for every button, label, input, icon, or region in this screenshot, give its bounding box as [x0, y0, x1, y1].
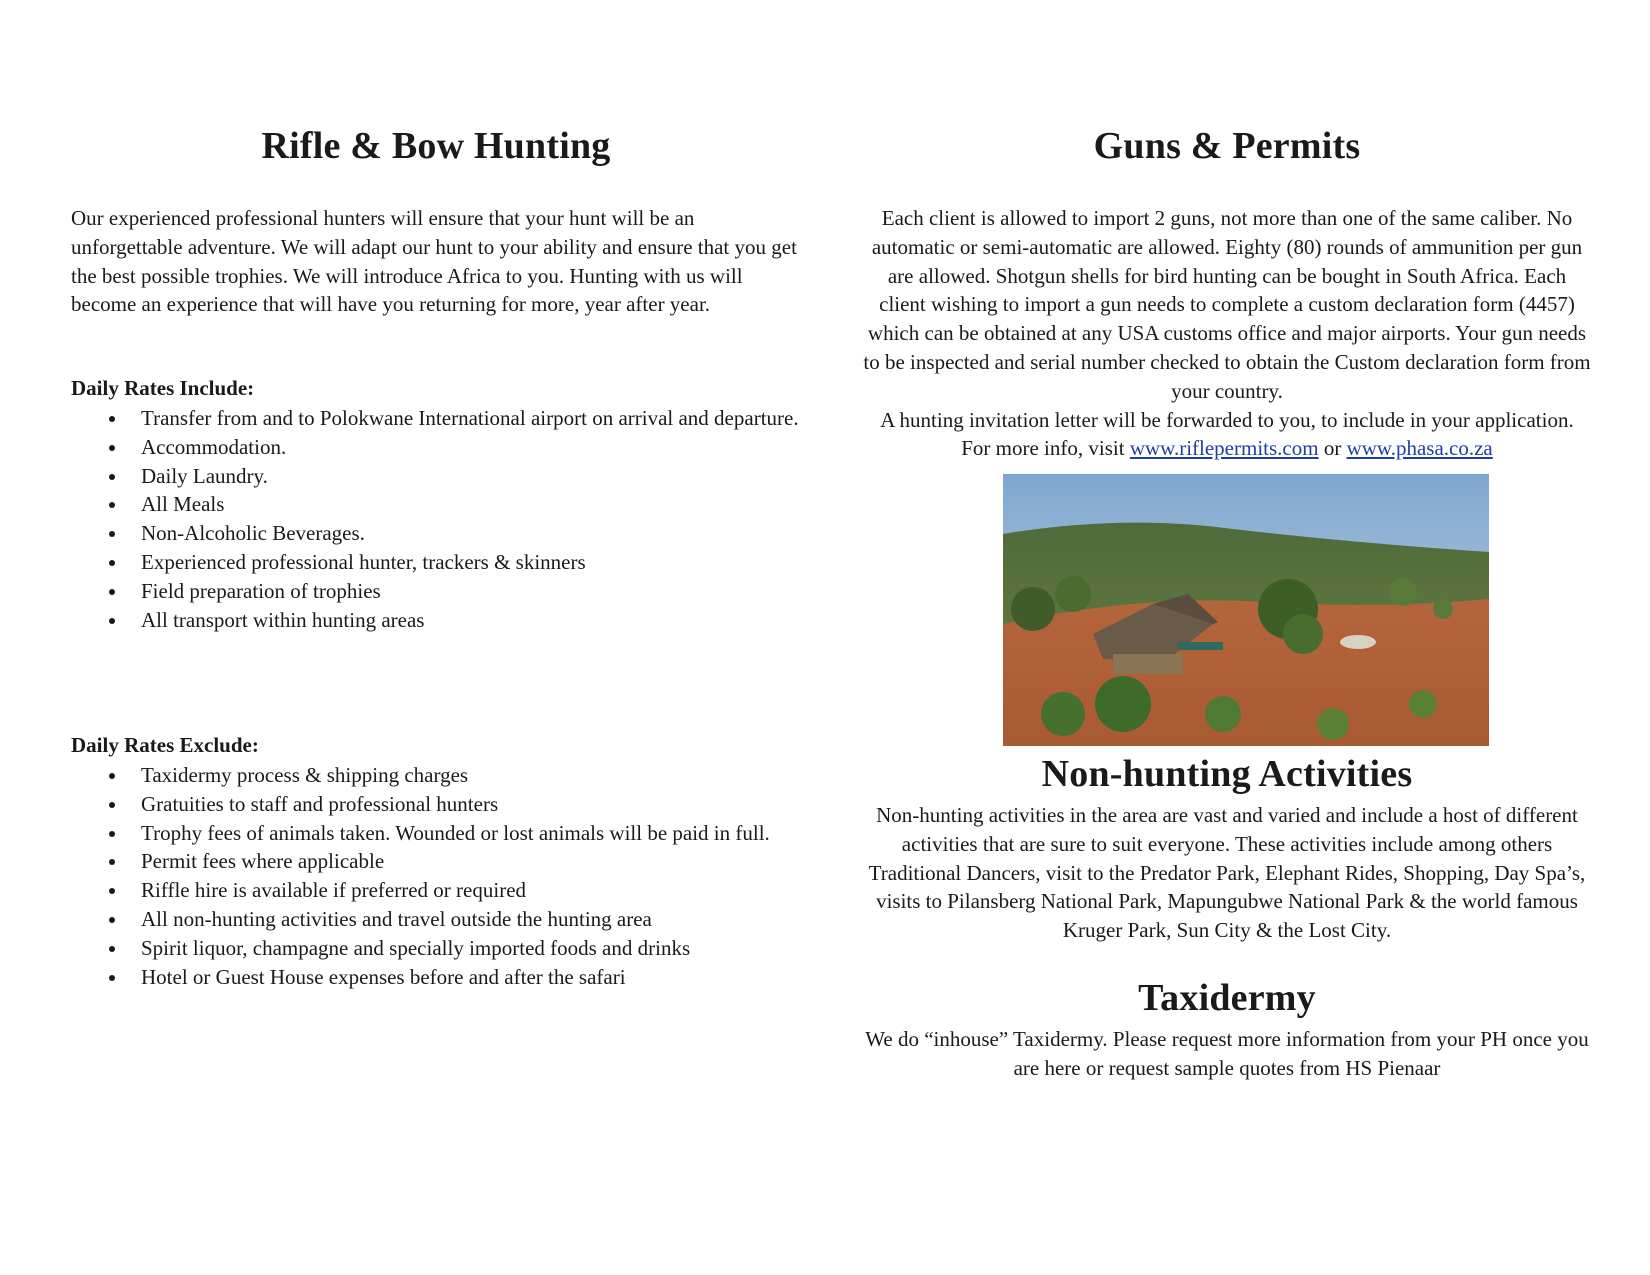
exclude-list: [71, 761, 811, 991]
list-item: All Meals: [71, 490, 801, 519]
intro-paragraph: Our experienced professional hunters will ensure that your hunt will be an unforgettable adventure. We will adapt our hunt to your ability and ensure that you get the best possible trophies. We will introduce Africa to you. Hunting with us will become an experience that will have you returning for more, year after year.: [71, 206, 797, 317]
bullet-icon: [109, 802, 115, 808]
list-item: Accommodation.: [71, 433, 801, 462]
bullet-icon: [109, 917, 115, 923]
list-item: Spirit liquor, champagne and specially imported foods and drinks: [71, 934, 811, 963]
list-item: Non-Alcoholic Beverages.: [71, 519, 801, 548]
bullet-icon: [109, 560, 115, 566]
taxidermy-paragraph: We do “inhouse” Taxidermy. Please request more information from your PH once you are here or request sample quotes from HS Pienaar: [865, 1027, 1589, 1080]
bullet-icon: [109, 859, 115, 865]
list-item: Daily Laundry.: [71, 462, 801, 491]
non-hunting-title: Non-hunting Activities: [1041, 753, 1413, 795]
non-hunting-paragraph: Non-hunting activities in the area are vast and varied and include a host of different activities that are sure to suit everyone. These activities include among others Traditional Dancers, visit to the Predator Park, Elephant Rides, Shopping, Day Spa’s, visits to Pilansberg National Park, Mapungubwe National Park & the world famous Kruger Park, Sun City & the Lost City.: [868, 803, 1586, 943]
list-item: All non-hunting activities and travel outside the hunting area: [71, 905, 811, 934]
more-info-line: For more info, visit www.riflepermits.com or www.phasa.co.za: [961, 436, 1493, 461]
bullet-icon: [109, 474, 115, 480]
list-item: Transfer from and to Polokwane International airport on arrival and departure.: [71, 404, 801, 433]
rifle-bow-title: Rifle & Bow Hunting: [261, 125, 611, 167]
lodge-aerial-photo: [1003, 474, 1489, 746]
invitation-paragraph: A hunting invitation letter will be forwarded to you, to include in your application.: [880, 407, 1574, 432]
guns-permits-title: Guns & Permits: [1093, 125, 1361, 167]
bullet-icon: [109, 445, 115, 451]
list-item: Taxidermy process & shipping charges: [71, 761, 811, 790]
bullet-icon: [109, 773, 115, 779]
bullet-icon: [109, 946, 115, 952]
riflepermits-link[interactable]: www.riflepermits.com: [1129, 436, 1319, 461]
taxidermy-title: Taxidermy: [1138, 977, 1316, 1019]
guns-permits-text: [862, 204, 1592, 463]
bullet-icon: [109, 589, 115, 595]
guns-paragraph: Each client is allowed to import 2 guns, not more than one of the same caliber. No automatic or semi-automatic are allowed. Eighty (80) rounds of ammunition per gun are allowed. Shotgun shells for bird hunting can be bought in South Africa. Each client wishing to import a gun needs to complete a custom declaration form (4457) which can be obtained at any USA customs office and major airports. Your gun needs to be inspected and serial number checked to obtain the Custom declaration form from your country.: [863, 206, 1591, 403]
exclude-heading: Daily Rates Exclude:: [71, 733, 259, 757]
bullet-icon: [109, 831, 115, 837]
bullet-icon: [109, 502, 115, 508]
list-item: Riffle hire is available if preferred or required: [71, 876, 811, 905]
list-item: Permit fees where applicable: [71, 847, 811, 876]
phasa-link[interactable]: www.phasa.co.za: [1346, 436, 1493, 461]
include-list: [71, 404, 801, 634]
list-item: Hotel or Guest House expenses before and after the safari: [71, 963, 811, 992]
bullet-icon: [109, 888, 115, 894]
list-item: Gratuities to staff and professional hunters: [71, 790, 811, 819]
bullet-icon: [109, 618, 115, 624]
include-heading: Daily Rates Include:: [71, 376, 255, 400]
bullet-icon: [109, 416, 115, 422]
list-item: Experienced professional hunter, trackers & skinners: [71, 548, 801, 577]
bullet-icon: [109, 531, 115, 537]
list-item: All transport within hunting areas: [71, 606, 801, 635]
list-item: Trophy fees of animals taken. Wounded or lost animals will be paid in full.: [71, 819, 811, 848]
list-item: Field preparation of trophies: [71, 577, 801, 606]
bullet-icon: [109, 975, 115, 981]
